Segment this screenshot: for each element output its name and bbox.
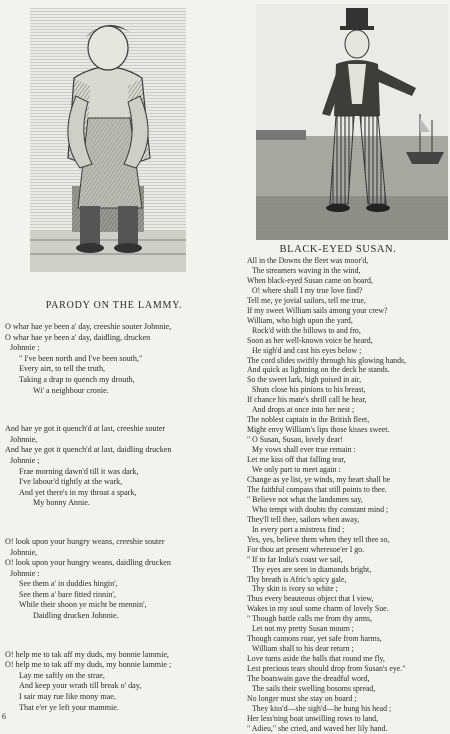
verse-line: And quick as lightning on the deck he stands. [247,365,390,375]
verse-line: " Believe not what the landsmen say, [247,494,363,504]
black-eyed-susan-title: BLACK-EYED SUSAN. [279,244,397,255]
verse-line: Thy skin is ivory so white ; [252,584,338,594]
verse-line: I've labour'd tightly at the wark, [19,477,123,487]
verse-line: O! look upon your hungry weans, daidling drucken [5,558,171,568]
verse-line: Soon as her well-known voice he heard, [247,335,373,345]
verse-line: " Adieu," she cried, and waved her lily hand. [247,723,388,733]
verse-line: When black-eyed Susan came on board, [247,275,373,285]
page-number: 6 [2,712,6,721]
verse-line: Taking a drap to quench my drouth, [19,374,135,384]
verse-line: Though cannons roar, yet safe from harms, [247,634,382,644]
verse-line: Let me kiss off that falling tear, [247,455,346,465]
verse-line: Thy eyes are seen in diamonds bright, [252,564,372,574]
verse-line: And hae ye got it quench'd at last, daidling drucken [5,445,172,455]
verse-line: He sigh'd and cast his eyes below ; [252,345,362,355]
verse-line: O whar hae ye been a' day, creeshie souter Johnnie, [5,322,172,331]
verse-line: O whar hae ye been a' day, daidling, drucken [5,332,151,342]
verse-line: " I've been north and I've been south," [19,353,143,363]
verse-line: The noblest captain in the British fleet, [247,415,370,425]
verse-line: All in the Downs the fleet was moor'd, [247,256,369,265]
verse-line: The cord slides swiftly through his glowing hands, [247,355,407,365]
verse-line: My vows shall ever true remain : [252,445,356,455]
verse-line: We only part to meet again : [252,465,341,475]
verse-line: Thus every beauteous object that I view, [247,594,374,604]
verse-line: If my sweet William sails among your crew? [247,305,388,315]
verse-line: Her less'ning boat unwilling rows to land, [247,713,379,723]
verse-line: Shuts close his pinions to his breast, [252,385,366,395]
verse-line: In every port a mistress find ; [252,524,345,534]
verse-line: And drops at once into her nest ; [252,405,355,415]
verse-line: O! help me to tak aff my duds, my bonnie lammie, [5,649,169,659]
verse-line: They'll tell thee, sailors when away, [247,514,360,524]
parody-title: PARODY ON THE LAMMY. [45,300,183,311]
left-column [0,0,222,723]
verse-line: Wi' a neighbour cronie. [33,385,109,395]
verse-line: See them a' bare fitted rinnin', [19,589,116,599]
verse-line: The boatswain gave the dreadful word, [247,674,370,684]
verse-line: Who tempt with doubts thy constant mind ; [252,504,389,514]
verse-line: Frae morning dawn'd till it was dark, [19,466,139,476]
verse-line: Lay me saftly on the strae, [19,670,105,680]
seated-cobbler-woodcut [30,8,186,272]
verse-line: Johnnie ; [10,343,40,353]
stanza [5,650,220,714]
verse-line: Daidling drucken Johnnie. [33,611,119,621]
verse-line: And hae ye got it quench'd at last, creeshie souter [5,424,166,434]
verse-line: William, who high upon the yard, [247,315,353,325]
verse-line: If chance his mate's shrill call he hear, [247,395,367,405]
verse-line: Might envy William's lips those kisses sweet. [247,425,390,435]
verse-line: O! look upon your hungry weans, creeshie souter [5,536,165,546]
verse-line: The streamers waving in the wind, [252,265,361,275]
verse-line: And keep your wrath till break o' day, [19,681,142,691]
verse-line: Lest precious tears should drop from Susan's eye." [247,664,406,674]
verse-line: And yet there's in my throat a spark, [19,487,137,497]
verse-line: Thy breath is Afric's spicy gale, [247,574,347,584]
stanza [5,322,220,396]
verse-line: My bonny Annie. [33,498,90,508]
verse-line: " Though battle calls me from thy arms, [247,614,373,624]
stanza [5,537,220,622]
verse-line: For thou art present wheresoe'er I go. [247,544,365,554]
verse-line: " O Susan, Susan, lovely dear! [247,435,343,445]
verse-line: Change as ye list, ye winds, my heart shall be [247,474,391,484]
verse-line: While their shoon ye micht be mennin', [19,600,147,610]
sailor-woodcut [256,4,448,240]
black-eyed-susan-text [247,256,450,734]
verse-line: Johnnie : [10,568,40,578]
verse-line: No longer must she stay on board ; [247,693,357,703]
verse-line: The sails their swelling bosoms spread, [252,683,376,693]
sailor-illustration [256,4,448,240]
seated-cobbler-illustration [30,8,186,272]
verse-line: Johnnie, [10,434,38,444]
verse-line: Wakes in my soul some charm of lovely Sue. [247,604,389,614]
verse-line: Every airt, to tell the truth, [19,364,106,374]
verse-line: William shall to his dear return ; [252,644,354,654]
verse-line: O! help me to tak aff my duds, my bonnie lammie ; [5,660,172,670]
parody-text [5,322,220,713]
verse-line: That e'er ye left your mammie. [19,702,119,712]
verse-line: Yes, yes, believe them when they tell thee so, [247,534,390,544]
right-column [226,0,450,733]
verse-line: " If to far India's coast we sail, [247,554,343,564]
verse-line: See them a' in duddies hingin', [19,579,118,589]
verse-line: They kiss'd—she sigh'd—he hung his head ; [252,703,392,713]
verse-line: O! where shall I my true love find? [252,285,363,295]
verse-line: I sair may rue like mony mae, [19,692,116,702]
verse-line: Rock'd with the billows to and fro, [252,325,361,335]
verse-line: So the sweet lark, high poised in air, [247,375,362,385]
verse-line: Let not my pretty Susan mourn ; [252,624,354,634]
verse-line: The faithful compass that still points to thee. [247,484,387,494]
verse-line: Johnnie, [10,547,38,557]
verse-line: Tell me, ye jovial sailors, tell me true, [247,295,366,305]
verse-line: Johnnie ; [10,455,40,465]
stanza [5,424,220,509]
verse-line: Love turns aside the balls that round me fly, [247,654,385,664]
